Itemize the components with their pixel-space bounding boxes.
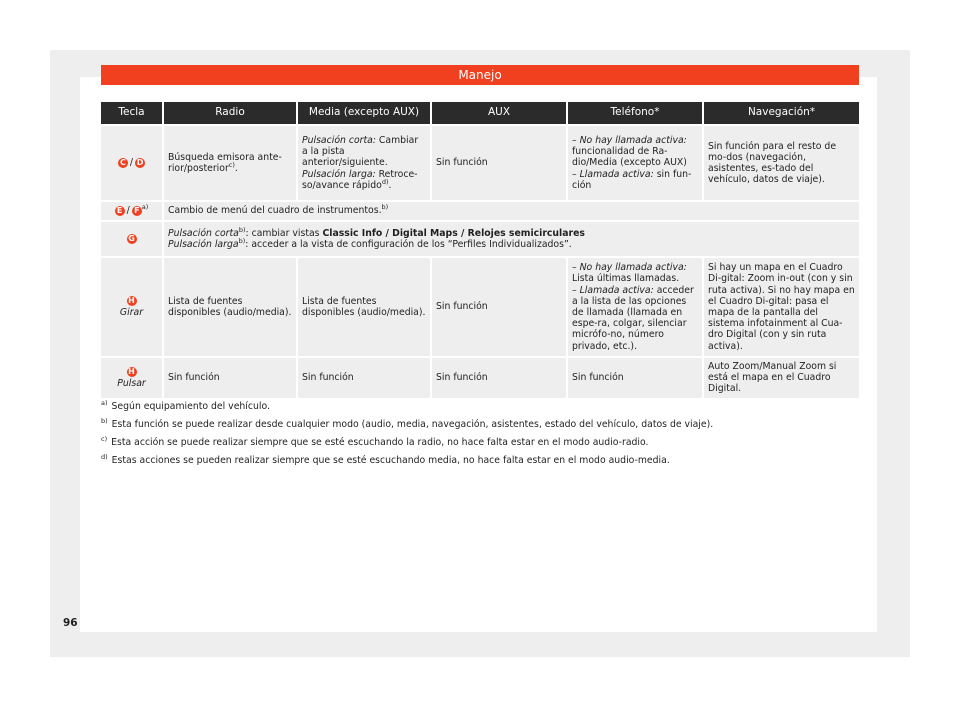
cell-text: Cambiar a la pista anterior/siguiente. <box>302 134 419 169</box>
merged-cell <box>163 221 859 257</box>
key-h-icon: H <box>128 296 135 306</box>
cell-label: Pulsación corta: <box>302 134 376 146</box>
footnote-text: Según equipamiento del vehículo. <box>111 401 270 412</box>
footnote-mark: b) <box>101 416 108 425</box>
footnote-ref: a) <box>141 203 149 212</box>
table-header-row <box>101 102 859 125</box>
aux-cell: Sin función <box>431 125 567 201</box>
cell-label: – No hay llamada activa: <box>572 134 687 146</box>
navegacion-cell: Si hay un mapa en el Cuadro Di-gital: Zoom in-out (con y sin ruta activa). Si no hay mapa en el Cuadro Di-gital: pasa el mapa de la pantalla del sistema infotainment al Cua-dro Digital (con y sin ruta activa). <box>703 257 859 357</box>
key-cell <box>101 201 163 221</box>
key-d-icon: D <box>136 157 144 167</box>
col-header-telefono: Teléfono* <box>567 102 703 125</box>
footnote <box>101 452 861 467</box>
cell-label: Pulsación larga: <box>302 168 376 180</box>
cell-text: sin fun-ción <box>572 168 692 191</box>
aux-cell: Sin función <box>431 357 567 398</box>
col-header-aux: AUX <box>431 102 567 125</box>
key-cell <box>101 221 163 257</box>
footnote-ref: d) <box>381 177 389 186</box>
key-f-icon: F <box>132 206 142 216</box>
col-header-media: Media (excepto AUX) <box>297 102 431 125</box>
cell-label: – No hay llamada activa: <box>572 262 687 274</box>
key-g-icon: G <box>128 233 135 243</box>
aux-cell: Sin función <box>431 257 567 357</box>
footnote-text: Esta acción se puede realizar siempre que se esté escuchando la radio, no hace falta estar en el modo audio-radio. <box>111 437 649 448</box>
views-list: Classic Info / Digital Maps / Relojes semicirculares <box>322 227 585 239</box>
cell-label: – Llamada activa: <box>572 168 654 180</box>
cell-text: : acceder a la vista de configuración de los “Perfiles Individualizados”. <box>245 239 572 250</box>
radio-cell: Búsqueda emisora ante-rior/posterior$^{c)}$. <box>163 125 297 201</box>
cell-text: acceder a la lista de las opciones de llamada (llamada en espe-ra, colgar, silenciar micrófo-no, número privado, etc.). <box>572 284 694 352</box>
table-row <box>101 257 859 357</box>
page-number: 96 <box>63 617 78 629</box>
col-header-navegacion: Navegación* <box>703 102 859 125</box>
media-cell: Lista de fuentes disponibles (audio/media). <box>297 257 431 357</box>
key-cell <box>101 357 163 398</box>
cell-label: Pulsación larga <box>168 239 239 250</box>
radio-cell: Lista de fuentes disponibles (audio/media). <box>163 257 297 357</box>
footnote-mark: c) <box>101 434 108 443</box>
footnote-text: Estas acciones se pueden realizar siempre que se esté escuchando media, no hace falta estar en el modo audio-media. <box>111 455 670 466</box>
footnote-ref: b) <box>381 203 389 212</box>
key-action-label: Girar <box>119 307 144 318</box>
footnote <box>101 434 861 449</box>
footnote-ref: b) <box>238 236 246 245</box>
key-c-icon: C <box>118 158 128 168</box>
key-cell <box>101 257 163 357</box>
table-row <box>101 125 859 201</box>
cell-label: – Llamada activa: <box>572 284 654 296</box>
key-h-icon: H <box>128 367 135 377</box>
footnote-text: Esta función se puede realizar desde cualquier modo (audio, media, navegación, asistentes, estado del vehículo, datos de viaje). <box>111 419 714 430</box>
footnote <box>101 416 861 431</box>
controls-table <box>101 102 859 398</box>
col-header-tecla: Tecla <box>101 102 163 125</box>
telefono-cell <box>567 257 703 357</box>
cell-text: funcionalidad de Ra-dio/Media (excepto AUX) <box>572 146 687 169</box>
navegacion-cell: Sin función para el resto de mo-dos (navegación, asistentes, es-tado del vehículo, datos de viaje). <box>703 125 859 201</box>
table-row <box>101 357 859 398</box>
key-action-label: Pulsar <box>117 377 146 389</box>
media-cell: Pulsación corta: Cambiar a la pista anterior/siguiente. Pulsación larga: Retroce-so/avance rápido$^{d)}$. <box>297 125 431 201</box>
cell-text: Cambio de menú del cuadro de instrumentos. <box>168 205 382 217</box>
section-title: Manejo <box>101 65 859 85</box>
footnote <box>101 398 861 413</box>
footnote-mark: d) <box>101 452 108 461</box>
footnotes <box>101 398 861 473</box>
footnote-ref: c) <box>228 160 235 169</box>
telefono-cell: Sin función <box>567 357 703 398</box>
footnote-mark: a) <box>101 398 108 407</box>
radio-cell: Sin función <box>163 357 297 398</box>
key-separator: / <box>129 157 134 169</box>
key-cell <box>101 125 163 201</box>
navegacion-cell: Auto Zoom/Manual Zoom si está el mapa en el Cuadro Digital. <box>703 357 859 398</box>
footnote-ref: b) <box>238 225 246 234</box>
cell-text: : cambiar vistas <box>245 227 323 239</box>
cell-text: Lista últimas llamadas. <box>572 273 680 285</box>
cell-label: Pulsación corta <box>168 227 239 239</box>
key-separator: / <box>126 205 130 217</box>
col-header-radio: Radio <box>163 102 297 125</box>
cell-text: Retroce-so/avance rápido <box>302 168 418 191</box>
table-row <box>101 221 859 257</box>
table-row <box>101 201 859 221</box>
media-cell: Sin función <box>297 357 431 398</box>
key-e-icon: E <box>115 206 125 216</box>
telefono-cell <box>567 125 703 201</box>
merged-cell <box>163 201 859 221</box>
cell-text: Búsqueda emisora ante-rior/posterior <box>168 151 282 174</box>
